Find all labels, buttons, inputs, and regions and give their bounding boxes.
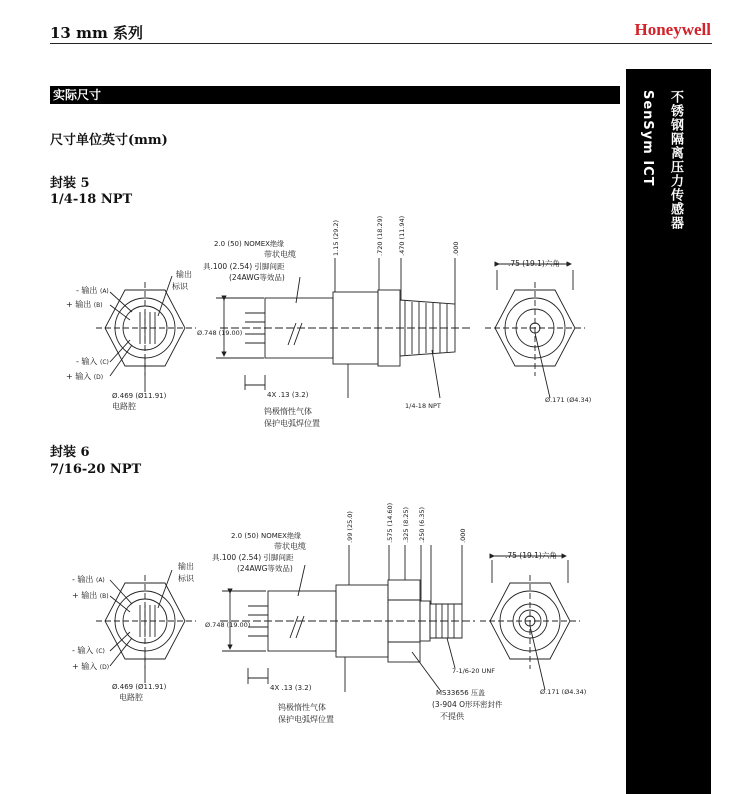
section-heading-bar: 实际尺寸 <box>50 86 620 104</box>
p6-label-cable4: (24AWG等效品) <box>237 564 293 573</box>
package5-end-view <box>485 264 585 398</box>
p5-label-in-minus: - 输入 (C) <box>76 357 109 366</box>
p6-label-cable3: 具.100 (2.54) 引脚间距 <box>212 553 294 562</box>
p5-label-pins: 4X .13 (3.2) <box>267 391 309 399</box>
p5-label-in-plus: + 输入 (D) <box>66 372 104 381</box>
package5-front-view <box>96 276 196 392</box>
p6-label-hex: .75 (19.1)六角 <box>505 551 557 560</box>
p5-label-port-dia: Ø.171 (Ø4.34) <box>545 396 592 404</box>
p6-label-pins: 4X .13 (3.2) <box>270 684 312 692</box>
p6-label-seal3: 不提供 <box>440 712 464 721</box>
p6-dim-3: .325 (8.25) <box>402 506 410 543</box>
p6-label-out-minus: - 输出 (A) <box>72 575 105 584</box>
p6-dim-1: .99 (25.0) <box>346 511 354 543</box>
p6-label-cavity: 电路腔 <box>119 693 143 702</box>
side-banner-line1: 不锈钢隔离压力传感器 <box>668 90 683 230</box>
document-series-title: 13 mm 系列 <box>50 24 144 42</box>
p6-label-out-plus: + 输出 (B) <box>72 591 109 600</box>
p6-label-in-plus: + 输入 (D) <box>72 662 110 671</box>
p6-label-weld2: 保护电弧焊位置 <box>278 715 334 724</box>
p5-label-output-mark: 输出 <box>176 270 192 279</box>
p6-dim-4: .250 (6.35) <box>418 506 426 543</box>
p5-label-cavity-dia: Ø.469 (Ø11.91) <box>112 392 167 400</box>
p6-label-cable2: 带状电缆 <box>274 542 306 551</box>
p5-label-thread-call: 1/4-18 NPT <box>405 402 441 410</box>
p5-label-weld1: 钨极惰性气体 <box>264 407 312 416</box>
package6-thread: 7/16-20 NPT <box>50 462 142 477</box>
p5-label-out-plus: + 输出 (B) <box>66 300 103 309</box>
package6-front-view <box>96 570 196 683</box>
p5-label-cable3: 具.100 (2.54) 引脚间距 <box>203 262 285 271</box>
p6-dim-5: .000 <box>459 528 467 543</box>
package6-end-view <box>480 556 580 690</box>
p6-label-cable1: 2.0 (50) NOMEX绝缘 <box>231 532 301 540</box>
p5-dim-2: .720 (18.29) <box>376 215 384 256</box>
p5-label-hex: .75 (19.1)六角 <box>508 259 560 268</box>
package5-drawing <box>96 258 585 398</box>
p6-label-seal2: (3-904 O形环密封件 <box>432 700 503 709</box>
p5-label-out-minus: - 输出 (A) <box>76 286 109 295</box>
package5-title: 封装 5 <box>50 176 90 191</box>
p6-label-in-minus: - 输入 (C) <box>72 646 105 655</box>
p6-dim-2: .575 (14.60) <box>386 502 394 543</box>
p6-label-weld1: 钨极惰性气体 <box>278 703 326 712</box>
p5-label-cable1: 2.0 (50) NOMEX绝缘 <box>214 240 284 248</box>
p6-label-output-mark: 输出 <box>178 562 194 571</box>
p6-label-body-dia: Ø.748 (19.00) <box>205 621 251 629</box>
p5-label-weld2: 保护电弧焊位置 <box>264 419 320 428</box>
side-banner-line2: SenSym ICT <box>640 90 655 187</box>
p6-label-port-dia: Ø.171 (Ø4.34) <box>540 688 587 696</box>
p5-dim-4: .000 <box>452 241 460 256</box>
p5-label-cable4: (24AWG等效品) <box>229 273 285 282</box>
package6-title: 封装 6 <box>50 445 90 460</box>
p5-label-body-dia: Ø.748 (19.00) <box>197 329 243 337</box>
p5-dim-3: .470 (11.94) <box>398 215 406 256</box>
p5-label-cable2: 带状电缆 <box>264 250 296 259</box>
package6-drawing <box>96 545 580 692</box>
package5-thread: 1/4-18 NPT <box>50 192 133 207</box>
p6-label-cavity-dia: Ø.469 (Ø11.91) <box>112 683 167 691</box>
p5-label-output-mark2: 标识 <box>172 282 188 291</box>
p5-dim-1: 1.15 (29.2) <box>332 219 340 256</box>
p5-label-cavity: 电路腔 <box>112 402 136 411</box>
units-note: 尺寸单位英寸(mm) <box>50 133 168 148</box>
honeywell-logo: Honeywell <box>634 20 711 39</box>
p6-label-output-mark2: 标识 <box>178 574 194 583</box>
p6-label-thread-call: 7-1/6-20 UNF <box>452 667 495 675</box>
p6-label-seal1: MS33656 压盖 <box>436 689 485 697</box>
